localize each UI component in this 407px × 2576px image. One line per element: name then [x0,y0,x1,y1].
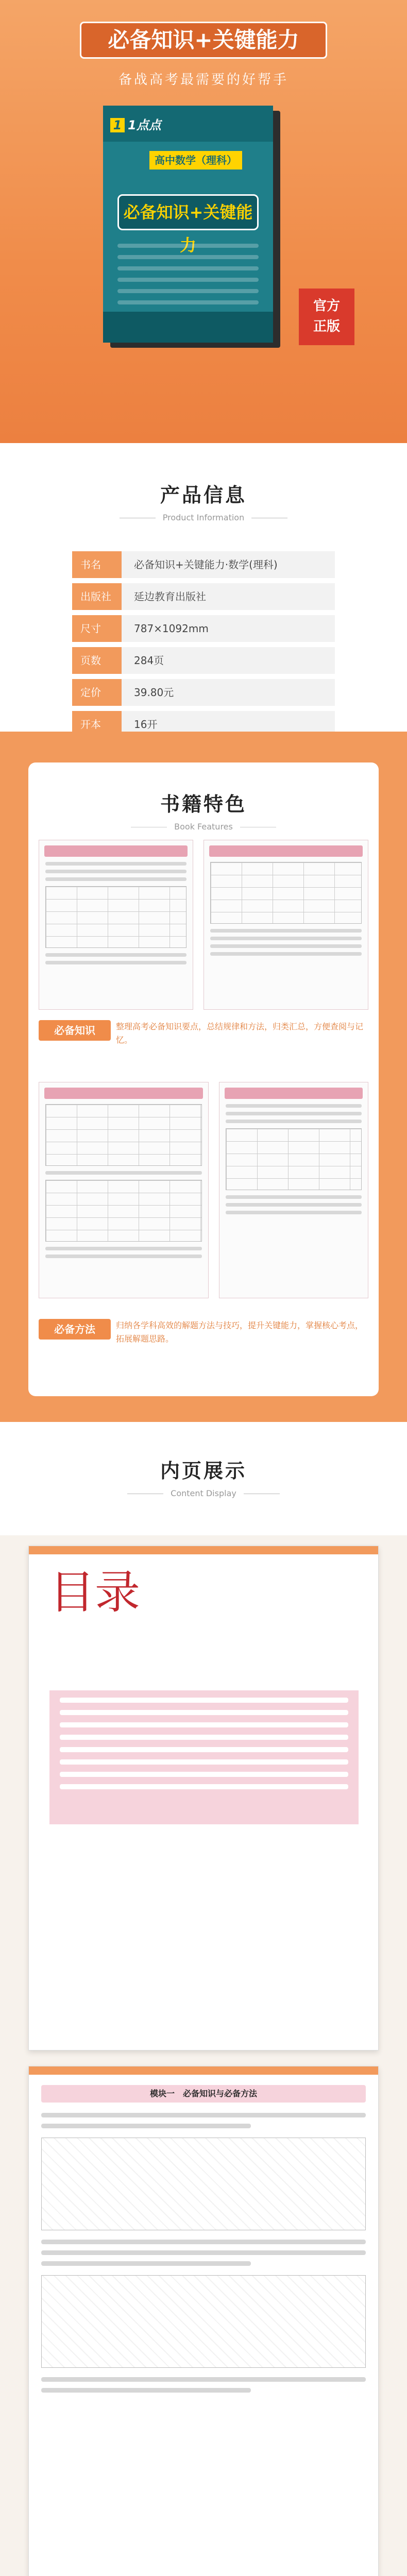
inner-pages-title: 内页展示 [160,1460,247,1482]
info-row [72,679,335,706]
official-badge [299,289,354,345]
inner-page-contents [28,1546,379,2050]
features-card [28,762,379,1396]
product-info-title: 产品信息 [160,484,247,506]
features-header [28,788,379,832]
info-value: 284页 [122,647,335,674]
info-row [72,647,335,674]
info-key: 书名 [72,551,122,578]
badge-line-2: 正版 [313,319,340,334]
book-cover-bottom [103,312,273,343]
product-info-header [0,479,407,522]
info-value: 必备知识+关键能力·数学(理科) [122,551,335,578]
book-tag: 高中数学（理科） [149,151,242,170]
feature-desc-1: 整理高考必备知识要点，总结规律和方法，归类汇总，方便查阅与记忆。 [116,1022,364,1045]
hero-title: 必备知识+关键能力 [80,22,327,59]
book-cover [103,106,273,343]
sample-page-3 [39,1082,209,1298]
info-value: 16开 [122,711,335,738]
info-key: 尺寸 [72,615,122,642]
feature-label-2: 必备方法 [39,1319,111,1340]
module-1-title: 模块一 必备知识与必备方法 [41,2085,366,2103]
info-key: 定价 [72,679,122,706]
book-brand-mark: 1 [110,118,125,132]
info-value: 787×1092mm [122,615,335,642]
sample-page-4 [219,1082,368,1298]
sample-page-2 [204,840,368,1010]
hero-subtitle: 备战高考最需要的好帮手 [118,72,289,88]
book-decoration [117,244,259,312]
contents-list [49,1690,359,1824]
sample-page-1 [39,840,193,1010]
features-subtitle: Book Features [167,822,240,832]
product-info-subtitle: Product Information [156,513,251,522]
info-row [72,551,335,578]
info-row [72,615,335,642]
inner-page-module-1 [28,2066,379,2576]
hero-banner [0,0,407,443]
book-name: 必备知识+关键能力 [117,194,259,230]
inner-pages-header [0,1455,407,1498]
book-brand: 1 1点点 [110,115,161,133]
badge-line-1: 官方 [313,298,340,314]
info-value: 39.80元 [122,679,335,706]
info-key: 页数 [72,647,122,674]
features-section [0,732,407,1422]
features-title: 书籍特色 [160,793,247,816]
inner-pages-section [0,1422,407,1535]
info-value: 延边教育出版社 [122,583,335,610]
info-key: 出版社 [72,583,122,610]
feature-label-1: 必备知识 [39,1020,111,1041]
contents-heading: 目录 [49,1566,141,1619]
product-info-table [72,551,335,743]
product-info-section [0,443,407,732]
inner-pages-subtitle: Content Display [163,1488,244,1498]
book-cover-top [103,106,273,142]
info-row [72,583,335,610]
feature-desc-2: 归纳各学科高效的解题方法与技巧，提升关键能力，掌握核心考点，拓展解题思路。 [116,1320,364,1344]
info-key: 开本 [72,711,122,738]
